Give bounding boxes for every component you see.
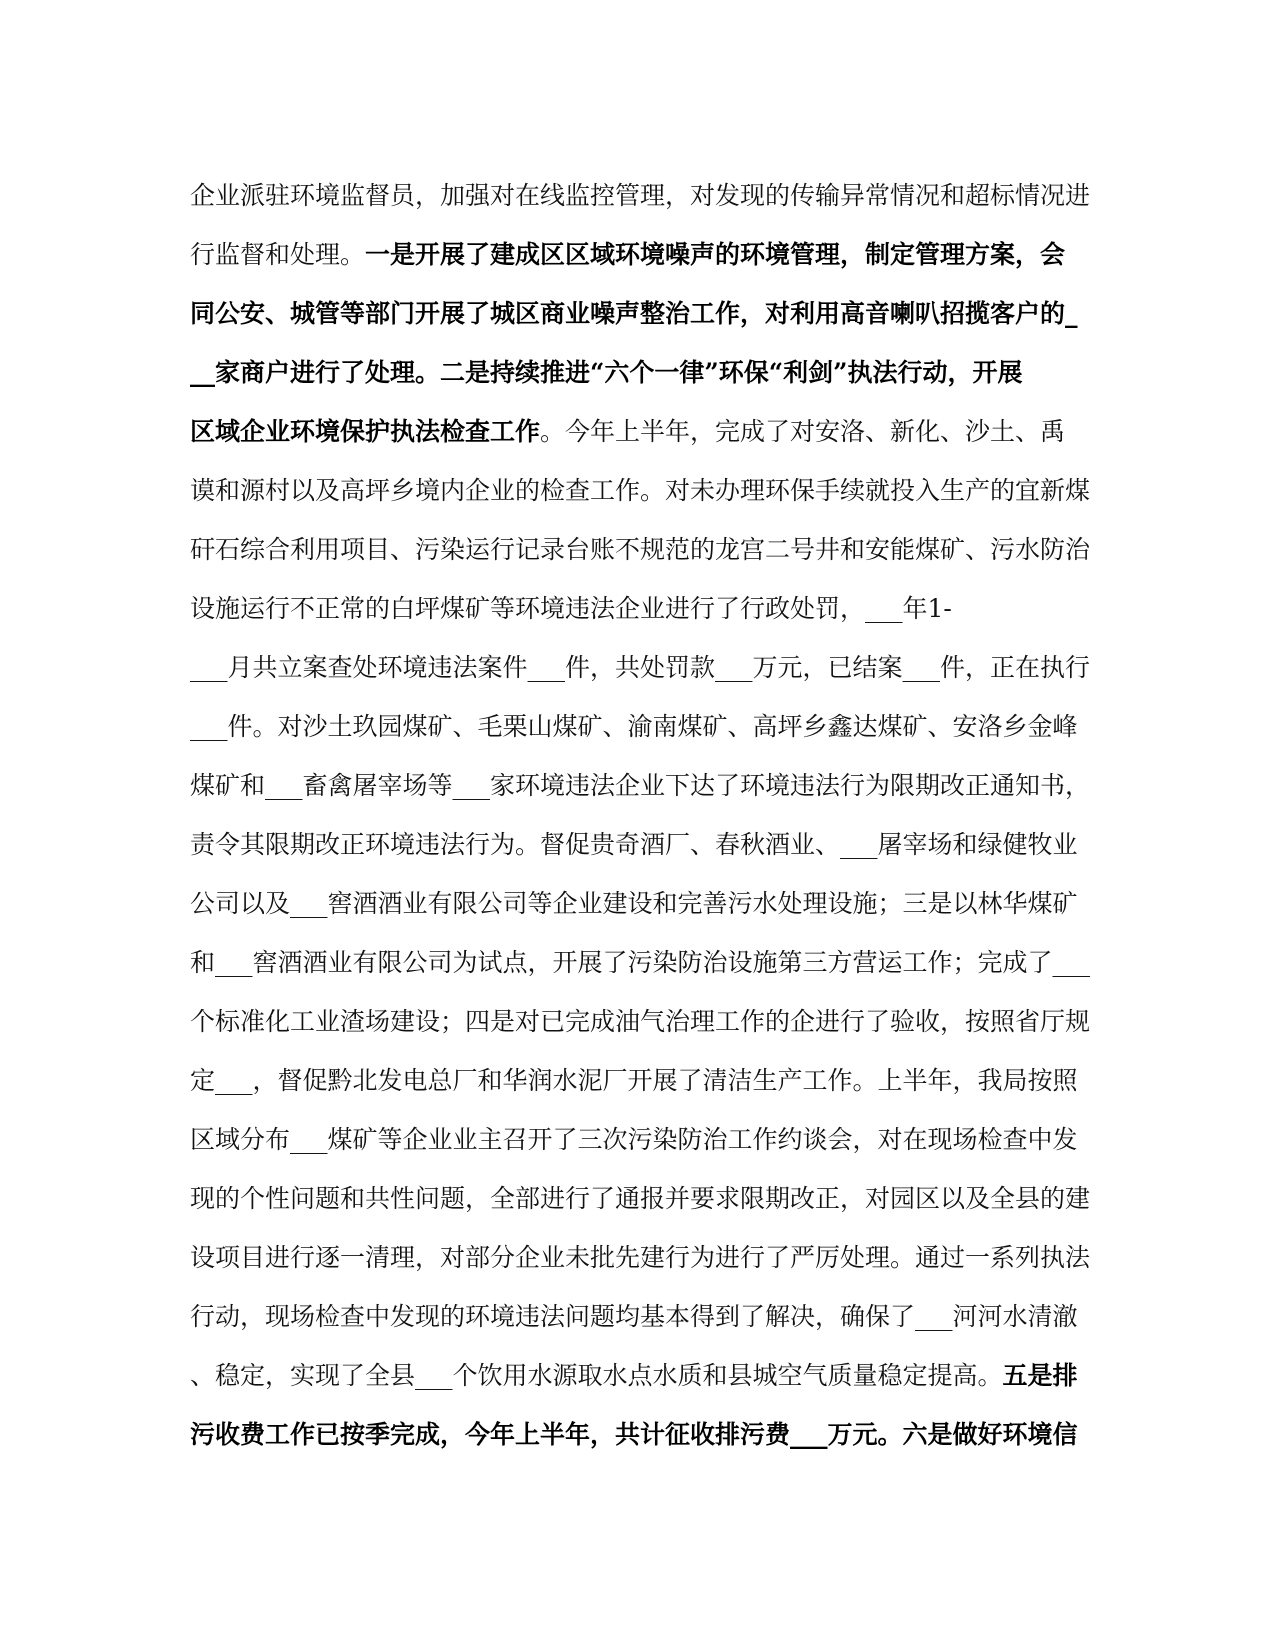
text-line [190,284,1090,343]
text-line [190,343,1090,402]
text-segment: 和___窖酒酒业有限公司为试点，开展了污染防治设施第三方营运工作；完成了___ [190,948,1090,977]
text-line [190,992,1090,1051]
text-line [190,1051,1090,1110]
text-line [190,1346,1090,1405]
text-line [190,815,1090,874]
text-line [190,1405,1090,1464]
text-segment: 现的个性问题和共性问题，全部进行了通报并要求限期改正，对园区以及全县的建 [190,1184,1090,1213]
bold-text-segment: __家商户进行了处理。二是持续推进“六个一律”环保“利剑”执法行动，开展 [190,358,1023,387]
text-segment: 定___，督促黔北发电总厂和华润水泥厂开展了清洁生产工作。上半年，我局按照 [190,1066,1078,1095]
bold-text-segment: 一是开展了建成区区域环境噪声的环境管理，制定管理方案，会 [365,240,1066,269]
text-line [190,520,1090,579]
text-segment: 公司以及___窖酒酒业有限公司等企业建设和完善污水处理设施；三是以林华煤矿 [190,889,1078,918]
text-segment: 矸石综合利用项目、污染运行记录台账不规范的龙宫二号井和安能煤矿、污水防治 [190,535,1090,564]
text-line [190,579,1090,638]
text-line [190,225,1090,284]
text-line [190,933,1090,992]
text-line [190,402,1090,461]
bold-text-segment: 同公安、城管等部门开展了城区商业噪声整治工作，对利用高音喇叭招揽客户的_ [190,299,1078,328]
text-line [190,874,1090,933]
text-segment: 区域分布___煤矿等企业业主召开了三次污染防治工作约谈会，对在现场检查中发 [190,1125,1078,1154]
text-segment: 设项目进行逐一清理，对部分企业未批先建行为进行了严厉处理。通过一系列执法 [190,1243,1090,1272]
text-segment: ___月共立案查处环境违法案件___件，共处罚款___万元，已结案___件，正在执行 [190,653,1090,682]
text-line [190,1287,1090,1346]
text-line [190,756,1090,815]
bold-text-segment: 区域企业环境保护执法检查工作 [190,417,541,446]
text-segment: 行监督和处理。 [190,240,366,269]
text-segment: 个标准化工业渣场建设；四是对已完成油气治理工作的企进行了验收，按照省厅规 [190,1007,1090,1036]
text-segment: 设施运行不正常的白坪煤矿等环境违法企业进行了行政处罚，___年1- [190,594,952,623]
text-line [190,1110,1090,1169]
text-segment: ___件。对沙土玖园煤矿、毛栗山煤矿、渝南煤矿、高坪乡鑫达煤矿、安洛乡金峰 [190,712,1078,741]
text-segment: 、稳定，实现了全县___个饮用水源取水点水质和县城空气质量稳定提高。 [190,1361,1003,1390]
text-line [190,697,1090,756]
text-segment: 煤矿和___畜禽屠宰场等___家环境违法企业下达了环境违法行为限期改正通知书， [190,771,1090,800]
body-text [190,166,1090,1464]
bold-text-segment: 污收费工作已按季完成，今年上半年，共计征收排污费___万元。六是做好环境信 [190,1420,1078,1449]
text-line [190,1228,1090,1287]
bold-text-segment: 五是排 [1002,1361,1078,1390]
text-segment: 。今年上半年，完成了对安洛、新化、沙土、禹 [540,417,1066,446]
text-line [190,461,1090,520]
text-segment: 企业派驻环境监督员，加强对在线监控管理，对发现的传输异常情况和超标情况进 [190,181,1090,210]
text-segment: 责令其限期改正环境违法行为。督促贵奇酒厂、春秋酒业、___屠宰场和绿健牧业 [190,830,1078,859]
text-segment: 谟和源村以及高坪乡境内企业的检查工作。对未办理环保手续就投入生产的宜新煤 [190,476,1090,505]
text-line [190,166,1090,225]
text-line [190,1169,1090,1228]
text-line [190,638,1090,697]
text-segment: 行动，现场检查中发现的环境违法问题均基本得到了解决，确保了___河河水清澈 [190,1302,1078,1331]
